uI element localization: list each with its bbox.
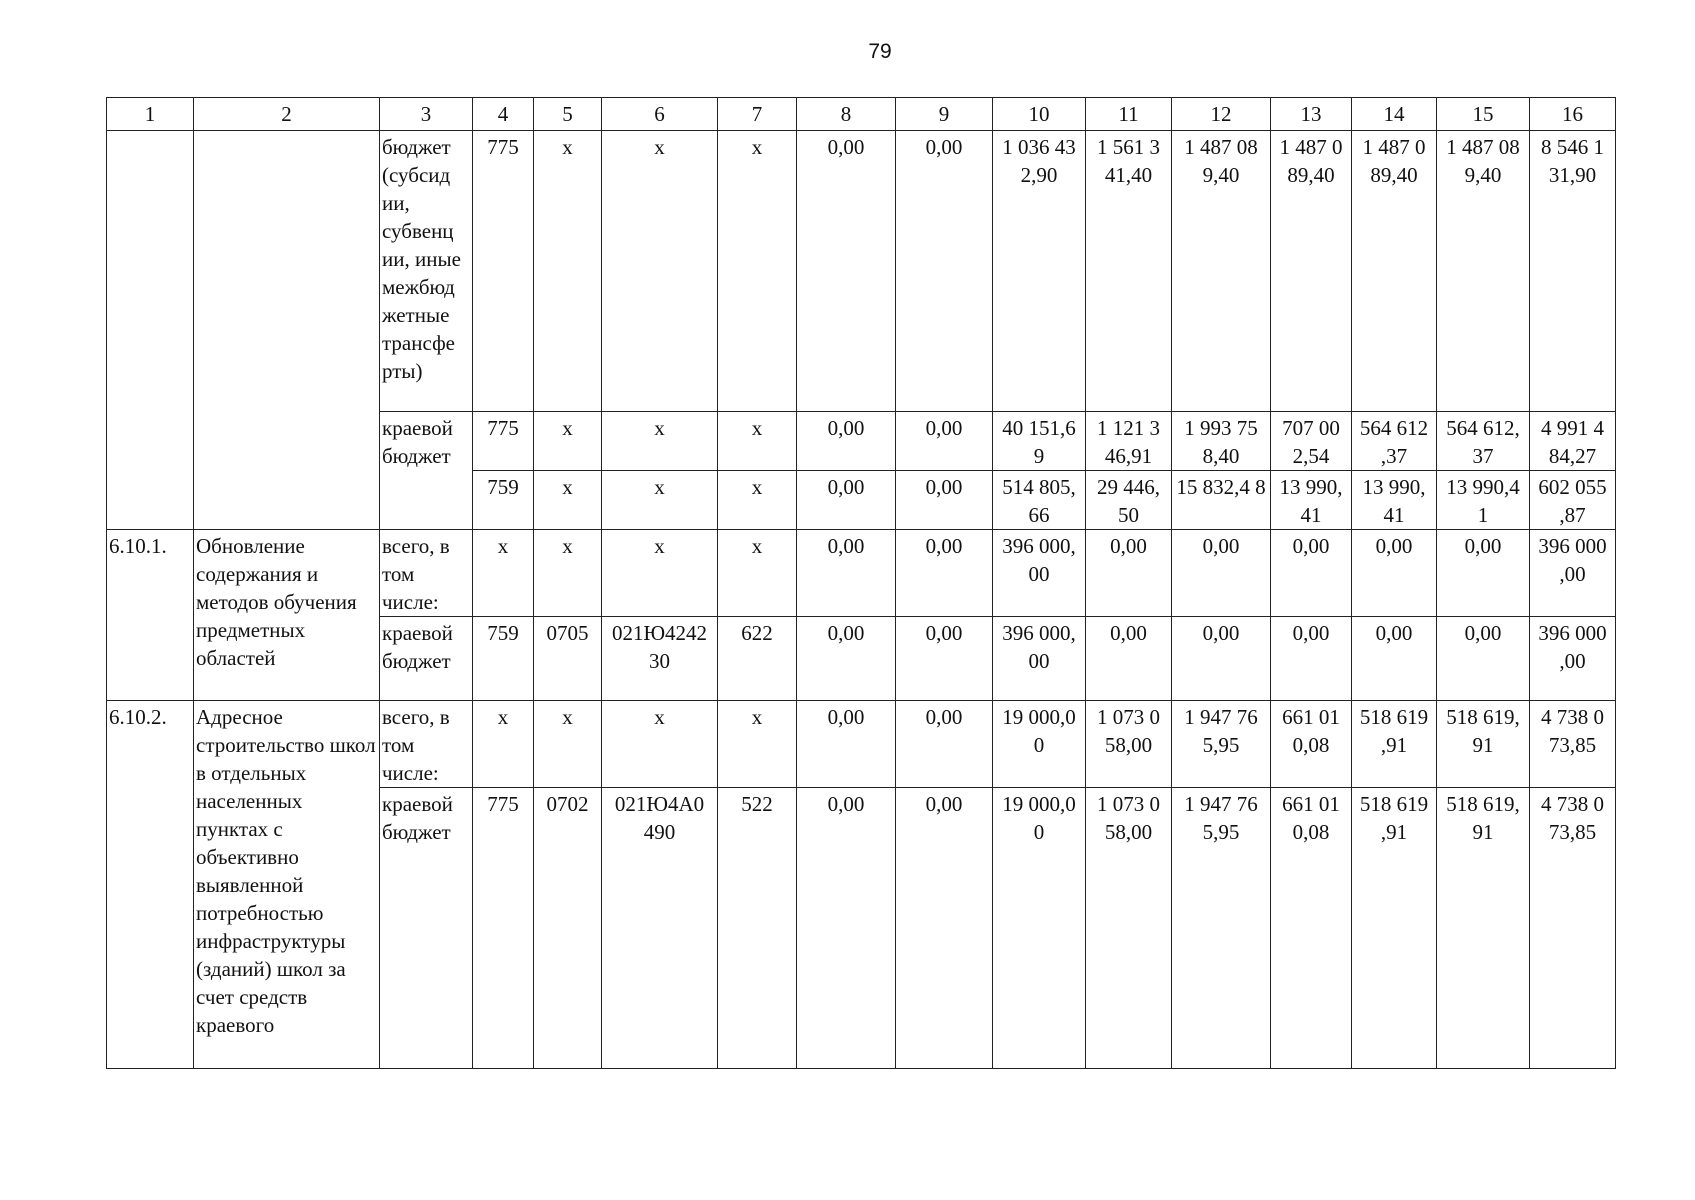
value-cell: 29 446, 50 (1086, 471, 1172, 530)
header-cell: 3 (380, 98, 473, 131)
grbs-code-cell: 775 (473, 412, 534, 471)
target-article-cell: х (602, 412, 718, 471)
value-cell: 0,00 (896, 131, 993, 412)
value-cell: 518 619 ,91 (1352, 701, 1437, 788)
value-cell: 40 151,6 9 (993, 412, 1086, 471)
value-cell: 1 487 0 89,40 (1352, 131, 1437, 412)
header-cell: 10 (993, 98, 1086, 131)
row-number-cell: 6.10.2. (107, 701, 194, 1069)
expense-type-cell: 522 (718, 788, 797, 1069)
target-article-cell: х (602, 701, 718, 788)
row-description-cell (194, 131, 380, 530)
value-cell: 1 487 0 89,40 (1271, 131, 1352, 412)
value-cell: 661 01 0,08 (1271, 788, 1352, 1069)
value-cell: 0,00 (1271, 617, 1352, 701)
row-description-cell: Адресное строительство школ в отдельных населенных пунктах с объективно выявленной потребностью инфраструктуры (зданий) школ за счет средств краевого (194, 701, 380, 1069)
row-number-cell: 6.10.1. (107, 530, 194, 701)
section-code-cell: х (534, 131, 602, 412)
value-cell: 0,00 (896, 617, 993, 701)
value-cell: 564 612, 37 (1437, 412, 1530, 471)
value-cell: 13 990,4 1 (1437, 471, 1530, 530)
value-cell: 4 991 4 84,27 (1530, 412, 1616, 471)
row-description-cell: Обновление содержания и методов обучения предметных областей (194, 530, 380, 701)
section-code-cell: 0702 (534, 788, 602, 1069)
page-number: 79 (868, 40, 892, 63)
value-cell: 0,00 (1437, 530, 1530, 617)
expense-type-cell: х (718, 412, 797, 471)
funding-source-cell: краевой бюджет (380, 617, 473, 701)
value-cell: 19 000,0 0 (993, 701, 1086, 788)
header-cell: 14 (1352, 98, 1437, 131)
value-cell: 0,00 (896, 412, 993, 471)
budget-table (106, 97, 1616, 1069)
value-cell: 396 000, 00 (993, 530, 1086, 617)
value-cell: 0,00 (797, 131, 896, 412)
target-article-cell: х (602, 131, 718, 412)
value-cell: 518 619, 91 (1437, 701, 1530, 788)
value-cell: 396 000 ,00 (1530, 530, 1616, 617)
grbs-code-cell: х (473, 530, 534, 617)
value-cell: 1 073 0 58,00 (1086, 701, 1172, 788)
value-cell: 15 832,4 8 (1172, 471, 1271, 530)
value-cell: 0,00 (896, 530, 993, 617)
value-cell: 518 619 ,91 (1352, 788, 1437, 1069)
value-cell: 602 055 ,87 (1530, 471, 1616, 530)
section-code-cell: 0705 (534, 617, 602, 701)
funding-source-cell: краевой бюджет (380, 412, 473, 530)
expense-type-cell: 622 (718, 617, 797, 701)
header-cell: 5 (534, 98, 602, 131)
grbs-code-cell: 759 (473, 617, 534, 701)
row-number-cell (107, 131, 194, 530)
section-code-cell: х (534, 701, 602, 788)
value-cell: 0,00 (896, 471, 993, 530)
expense-type-cell: х (718, 530, 797, 617)
funding-source-cell: всего, в том числе: (380, 530, 473, 617)
value-cell: 0,00 (797, 530, 896, 617)
value-cell: 4 738 0 73,85 (1530, 788, 1616, 1069)
grbs-code-cell: 759 (473, 471, 534, 530)
header-cell: 13 (1271, 98, 1352, 131)
header-cell: 8 (797, 98, 896, 131)
value-cell: 0,00 (797, 788, 896, 1069)
value-cell: 1 947 76 5,95 (1172, 701, 1271, 788)
header-row (107, 98, 1616, 131)
value-cell: 518 619, 91 (1437, 788, 1530, 1069)
table-row (107, 701, 1616, 788)
value-cell: 0,00 (1352, 617, 1437, 701)
value-cell: 1 036 43 2,90 (993, 131, 1086, 412)
section-code-cell: х (534, 471, 602, 530)
expense-type-cell: х (718, 131, 797, 412)
table-row (107, 530, 1616, 617)
header-cell: 6 (602, 98, 718, 131)
value-cell: 13 990, 41 (1271, 471, 1352, 530)
value-cell: 8 546 1 31,90 (1530, 131, 1616, 412)
value-cell: 564 612 ,37 (1352, 412, 1437, 471)
header-cell: 7 (718, 98, 797, 131)
value-cell: 13 990, 41 (1352, 471, 1437, 530)
section-code-cell: х (534, 530, 602, 617)
value-cell: 1 487 08 9,40 (1172, 131, 1271, 412)
table-row (107, 131, 1616, 412)
value-cell: 0,00 (797, 617, 896, 701)
value-cell: 0,00 (1172, 530, 1271, 617)
value-cell: 0,00 (797, 701, 896, 788)
target-article-cell: 021Ю4А0 490 (602, 788, 718, 1069)
value-cell: 0,00 (1172, 617, 1271, 701)
header-cell: 15 (1437, 98, 1530, 131)
value-cell: 4 738 0 73,85 (1530, 701, 1616, 788)
grbs-code-cell: 775 (473, 788, 534, 1069)
header-cell: 11 (1086, 98, 1172, 131)
value-cell: 1 073 0 58,00 (1086, 788, 1172, 1069)
funding-source-cell: краевой бюджет (380, 788, 473, 1069)
header-cell: 2 (194, 98, 380, 131)
header-cell: 9 (896, 98, 993, 131)
target-article-cell: х (602, 530, 718, 617)
expense-type-cell: х (718, 701, 797, 788)
value-cell: 1 561 3 41,40 (1086, 131, 1172, 412)
header-cell: 1 (107, 98, 194, 131)
value-cell: 1 947 76 5,95 (1172, 788, 1271, 1069)
value-cell: 0,00 (1437, 617, 1530, 701)
value-cell: 396 000 ,00 (1530, 617, 1616, 701)
header-cell: 12 (1172, 98, 1271, 131)
value-cell: 0,00 (797, 412, 896, 471)
value-cell: 0,00 (1086, 617, 1172, 701)
grbs-code-cell: 775 (473, 131, 534, 412)
header-cell: 16 (1530, 98, 1616, 131)
funding-source-cell: бюджет (субсид ии, субвенц ии, иные межбюд жетные трансфе рты) (380, 131, 473, 412)
value-cell: 0,00 (1271, 530, 1352, 617)
value-cell: 661 01 0,08 (1271, 701, 1352, 788)
section-code-cell: х (534, 412, 602, 471)
value-cell: 514 805, 66 (993, 471, 1086, 530)
target-article-cell: 021Ю4242 30 (602, 617, 718, 701)
header-cell: 4 (473, 98, 534, 131)
value-cell: 0,00 (1086, 530, 1172, 617)
value-cell: 1 487 08 9,40 (1437, 131, 1530, 412)
funding-source-cell: всего, в том числе: (380, 701, 473, 788)
value-cell: 0,00 (896, 701, 993, 788)
value-cell: 0,00 (797, 471, 896, 530)
grbs-code-cell: х (473, 701, 534, 788)
value-cell: 1 121 3 46,91 (1086, 412, 1172, 471)
target-article-cell: х (602, 471, 718, 530)
expense-type-cell: х (718, 471, 797, 530)
value-cell: 0,00 (896, 788, 993, 1069)
value-cell: 1 993 75 8,40 (1172, 412, 1271, 471)
value-cell: 396 000, 00 (993, 617, 1086, 701)
value-cell: 0,00 (1352, 530, 1437, 617)
value-cell: 707 00 2,54 (1271, 412, 1352, 471)
value-cell: 19 000,0 0 (993, 788, 1086, 1069)
